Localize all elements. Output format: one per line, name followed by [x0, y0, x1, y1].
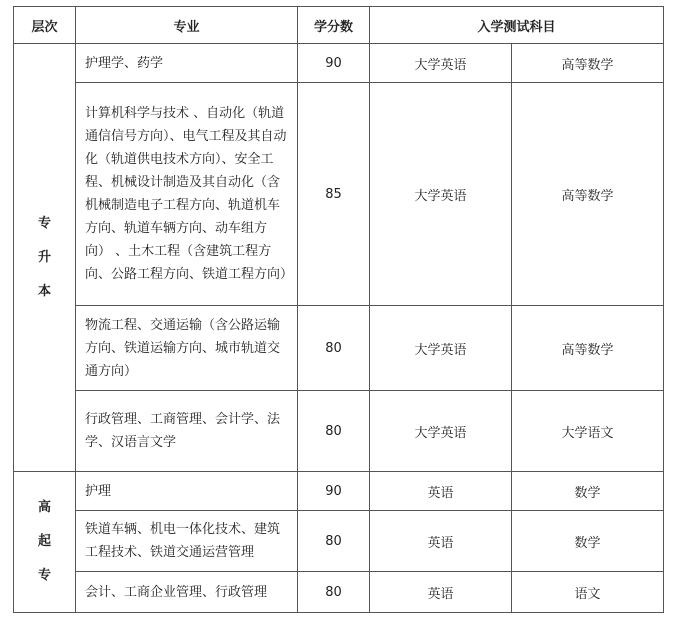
- subject-cell: 高等数学: [512, 306, 664, 391]
- level-cell-upgrade: [14, 44, 76, 472]
- subject-cell: 英语: [370, 572, 512, 613]
- subject-cell: 大学英语: [370, 306, 512, 391]
- credits-cell: 80: [298, 306, 370, 391]
- table-row: [14, 83, 664, 306]
- table-row: [14, 44, 664, 83]
- major-cell: 物流工程、交通运输（含公路运输方向、铁道运输方向、城市轨道交通方向）: [76, 306, 298, 391]
- level-char: 专: [37, 568, 51, 583]
- table-row: [14, 306, 664, 391]
- subject-cell: 英语: [370, 472, 512, 511]
- level-cell-junior: [14, 472, 76, 613]
- table-row: [14, 472, 664, 511]
- subject-cell: 数学: [512, 472, 664, 511]
- major-cell: 会计、工商企业管理、行政管理: [76, 572, 298, 613]
- major-cell: 护理学、药学: [76, 44, 298, 83]
- credits-cell: 80: [298, 511, 370, 572]
- subject-cell: 大学语文: [512, 391, 664, 472]
- subject-cell: 高等数学: [512, 83, 664, 306]
- header-row: [14, 7, 664, 44]
- admissions-table: [13, 6, 664, 613]
- header-credits: 学分数: [298, 7, 370, 44]
- credits-cell: 80: [298, 572, 370, 613]
- credits-cell: 80: [298, 391, 370, 472]
- level-char: 本: [37, 283, 51, 299]
- table-row: [14, 572, 664, 613]
- subject-cell: 数学: [512, 511, 664, 572]
- table-row: [14, 511, 664, 572]
- subject-cell: 英语: [370, 511, 512, 572]
- major-cell: 行政管理、工商管理、会计学、法学、汉语言文学: [76, 391, 298, 472]
- credits-cell: 90: [298, 44, 370, 83]
- subject-cell: 大学英语: [370, 83, 512, 306]
- credits-cell: 85: [298, 83, 370, 306]
- header-exam-subjects: 入学测试科目: [370, 7, 664, 44]
- subject-cell: 大学英语: [370, 44, 512, 83]
- major-cell: 铁道车辆、机电一体化技术、建筑工程技术、铁道交通运营管理: [76, 511, 298, 572]
- subject-cell: 语文: [512, 572, 664, 613]
- level-char: 起: [37, 534, 51, 549]
- major-cell: 计算机科学与技术 、自动化（轨道通信信号方向）、电气工程及其自动化（轨道供电技术方向）、安全工程、机械设计制造及其自动化（含机械制造电子工程方向、轨道机车方向、轨道车辆方向、动车组方向） 、土木工程（含建筑工程方向、公路工程方向、铁道工程方向）: [76, 83, 298, 306]
- level-char: 专: [37, 215, 51, 231]
- table-row: [14, 391, 664, 472]
- subject-cell: 高等数学: [512, 44, 664, 83]
- level-char: 升: [37, 249, 51, 265]
- header-level: 层次: [14, 7, 76, 44]
- subject-cell: 大学英语: [370, 391, 512, 472]
- level-char: 高: [37, 500, 51, 515]
- credits-cell: 90: [298, 472, 370, 511]
- header-major: 专业: [76, 7, 298, 44]
- major-cell: 护理: [76, 472, 298, 511]
